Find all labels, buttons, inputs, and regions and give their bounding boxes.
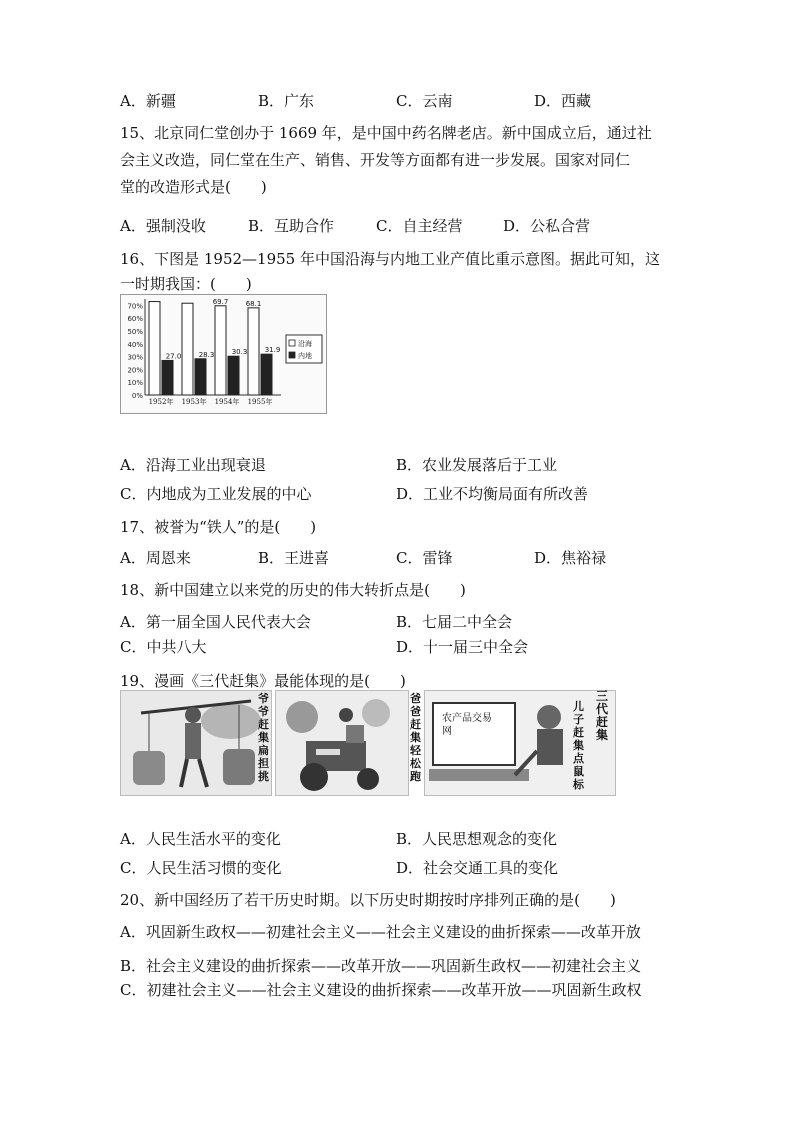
y-tick-label: 60% xyxy=(127,315,143,324)
q19-option-a: A．人民生活水平的变化 xyxy=(120,830,281,848)
y-tick-label: 20% xyxy=(127,366,143,375)
q19-question: 19、漫画《三代赶集》最能体现的是( ) xyxy=(120,672,406,690)
y-tick-label: 50% xyxy=(127,328,143,336)
industrial-output-chart xyxy=(120,294,327,414)
x-tick-label: 1953年 xyxy=(181,398,207,406)
q20-option-a: A．巩固新生政权——初建社会主义——社会主义建设的曲折探索——改革开放 xyxy=(120,923,641,941)
q19-option-d: D．社会交通工具的变化 xyxy=(396,859,559,877)
comic-caption-grandpa: 爷爷赶集扁担挑 xyxy=(258,692,269,783)
q18-option-d: D．十一届三中全会 xyxy=(396,638,529,656)
computer-illustration xyxy=(425,691,615,795)
q16-option-a: A．沿海工业出现衰退 xyxy=(120,456,266,474)
bar-data-label: 27.0 xyxy=(165,352,182,361)
q15-option-b: B．互助合作 xyxy=(248,217,335,235)
q20-option-c: C．初建社会主义——社会主义建设的曲折探索——改革开放——巩固新生政权 xyxy=(120,981,642,999)
bar-data-label: 68.1 xyxy=(245,299,262,308)
q15-line-3: 堂的改造形式是( ) xyxy=(120,178,267,196)
comic-panel-father xyxy=(275,690,409,796)
bar-内地 xyxy=(195,359,206,395)
q16-line-1: 16、下图是 1952—1955 年中国沿海与内地工业产值比重示意图。据此可知，这 xyxy=(120,250,660,268)
q17-option-d: D．焦裕禄 xyxy=(534,549,607,567)
q17-option-a: A．周恩来 xyxy=(120,549,191,567)
q15-option-c: C．自主经营 xyxy=(376,217,463,235)
legend-swatch-沿海 xyxy=(289,340,295,346)
bar-data-label: 69.7 xyxy=(212,297,229,306)
grandpa-illustration xyxy=(121,691,271,795)
bar-沿海 xyxy=(248,308,259,395)
bar-内地 xyxy=(261,354,272,395)
legend-swatch-内地 xyxy=(289,352,295,358)
bar-沿海 xyxy=(149,302,160,395)
bar-内地 xyxy=(162,360,173,395)
bar-data-label: 30.3 xyxy=(231,348,248,357)
bar-沿海 xyxy=(215,306,226,395)
q15-option-a: A．强制没收 xyxy=(120,217,206,235)
legend-label-沿海: 沿海 xyxy=(298,340,312,348)
x-tick-label: 1952年 xyxy=(148,398,174,406)
chart-svg xyxy=(121,295,326,413)
q18-option-a: A．第一届全国人民代表大会 xyxy=(120,613,311,631)
q18-option-c: C．中共八大 xyxy=(120,638,207,656)
bar-沿海 xyxy=(182,303,193,395)
y-tick-label: 0% xyxy=(131,392,143,400)
bar-data-label: 28.3 xyxy=(198,350,215,359)
legend-label-内地: 内地 xyxy=(298,352,312,360)
q17-option-b: B．王进喜 xyxy=(258,549,330,567)
comic-title: 三代赶集 xyxy=(596,689,609,742)
comic-panel-son xyxy=(424,690,616,796)
y-tick-label: 70% xyxy=(127,302,143,311)
comic-caption-son: 儿子赶集点鼠标 xyxy=(573,700,584,791)
x-tick-label: 1955年 xyxy=(247,398,273,406)
comic-caption-father: 爸爸赶集轻松跑 xyxy=(410,692,421,783)
q15-line-1: 15、北京同仁堂创办于 1669 年，是中国中药名牌老店。新中国成立后，通过社 xyxy=(120,124,652,142)
q18-option-b: B．七届二中全会 xyxy=(396,613,513,631)
y-tick-label: 30% xyxy=(127,353,143,362)
q18-question: 18、新中国建立以来党的历史的伟大转折点是( ) xyxy=(120,581,466,599)
q14-option-d: D．西藏 xyxy=(534,92,592,110)
q15-line-2: 会主义改造，同仁堂在生产、销售、开发等方面都有进一步发展。国家对同仁 xyxy=(120,151,631,169)
q20-option-b: B．社会主义建设的曲折探索——改革开放——巩固新生政权——初建社会主义 xyxy=(120,957,642,975)
q17-option-c: C．雷锋 xyxy=(396,549,453,567)
comic-panel-grandpa xyxy=(120,690,272,796)
q20-question: 20、新中国经历了若干历史时期。以下历史时期按时序排列正确的是( ) xyxy=(120,891,616,909)
y-tick-label: 10% xyxy=(127,379,143,388)
q14-option-a: A．新疆 xyxy=(120,92,176,110)
q17-question: 17、被誉为“铁人”的是( ) xyxy=(120,518,317,536)
q19-option-c: C．人民生活习惯的变化 xyxy=(120,859,282,877)
y-tick-label: 40% xyxy=(127,340,143,349)
q16-option-d: D．工业不均衡局面有所改善 xyxy=(396,485,589,503)
q19-option-b: B．人民思想观念的变化 xyxy=(396,830,558,848)
q15-option-d: D．公私合营 xyxy=(503,217,591,235)
tractor-illustration xyxy=(276,691,408,795)
bar-内地 xyxy=(228,356,239,395)
q14-option-b: B．广东 xyxy=(258,92,315,110)
comic-screen-text: 农产品交易网 xyxy=(442,713,492,737)
q16-option-c: C．内地成为工业发展的中心 xyxy=(120,485,312,503)
bar-data-label: 31.9 xyxy=(264,346,281,355)
q14-option-c: C．云南 xyxy=(396,92,453,110)
x-tick-label: 1954年 xyxy=(214,398,240,406)
q16-line-2: 一时期我国：( ) xyxy=(120,275,252,293)
q16-option-b: B．农业发展落后于工业 xyxy=(396,456,558,474)
